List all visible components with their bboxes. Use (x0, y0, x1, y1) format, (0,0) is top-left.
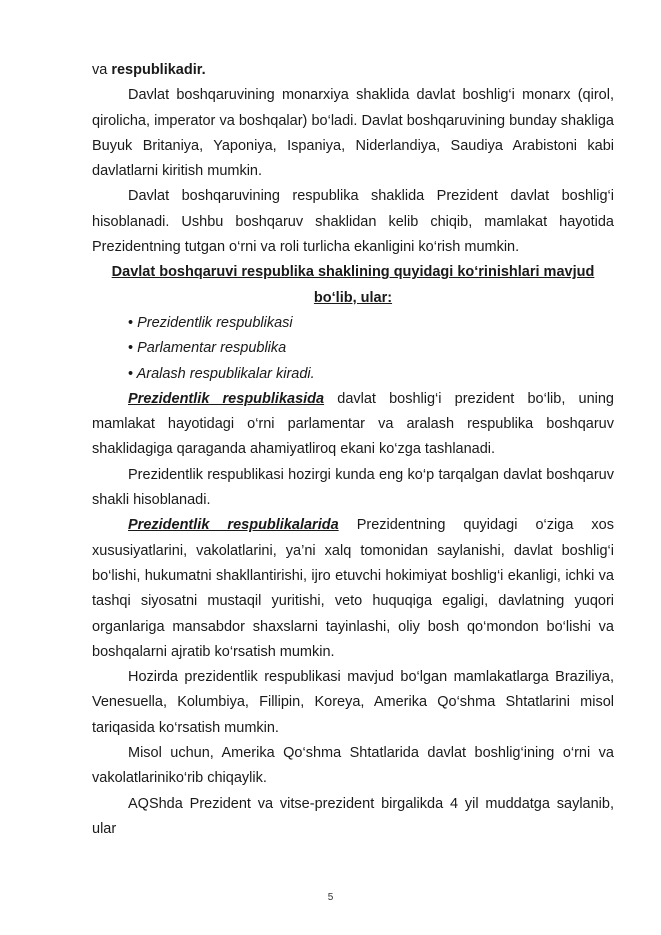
bullet-text: Prezidentlik respublikasi (137, 314, 293, 331)
section-heading: Davlat boshqaruvi respublika shaklining quyidagi ko‘rinishlari mavjud bo‘lib, ular: (111, 264, 595, 306)
paragraph-features (92, 513, 614, 665)
paragraph-monarchy: Davlat boshqaruvining monarxiya shaklida davlat boshlig‘i monarx (qirol, qirolicha, imperator va boshqalar) bo‘ladi. Davlat boshqaruvining bunday shakliga Buyuk Britaniya, Yaponiya, Ispaniya, Niderlandiya, Saudiya Arabistoni kabi davlatlarni kiritish mumkin. (92, 87, 614, 180)
paragraph-usa-example: Misol uchun, Amerika Qo‘shma Shtatlarida davlat boshlig‘ining o‘rni va vakolatlariniko‘rib chiqaylik. (92, 745, 614, 787)
paragraph-prevalence: Prezidentlik respublikasi hozirgi kunda eng ko‘p tarqalgan davlat boshqaruv shakli hisoblanadi. (92, 466, 614, 509)
paragraph-republic: Davlat boshqaruvining respublika shaklida Prezident davlat boshlig‘i hisoblanadi. Ushbu boshqaruv shaklidan kelib chiqib, mamlakat hayotida Prezidentning tutgan o‘rni va roli turlicha ekanligini ko‘rish mumkin. (92, 188, 614, 256)
paragraph-intro-tail (92, 58, 614, 83)
bullet-item-parliamentary (92, 336, 614, 361)
bullet-item-mixed (92, 362, 614, 387)
bullet-dot: • (128, 340, 134, 357)
bullet-item-presidential (92, 311, 614, 336)
bullet-dot: • (128, 365, 134, 382)
paragraph-presidential-role (92, 387, 614, 463)
bullet-dot: • (128, 314, 134, 331)
paragraph-countries: Hozirda prezidentlik respublikasi mavjud bo‘lgan mamlakatlarga Braziliya, Venesuella, Kolumbiya, Fillipin, Koreya, Amerika Qo‘shma Shtatlarini misol tariqasida ko‘rsatish mumkin. (92, 669, 614, 736)
intro-bold-word: respublikadir. (111, 62, 206, 78)
term-presidential-republics: Prezidentlik respublikalarida (128, 517, 339, 534)
page-body (92, 58, 614, 842)
page-number: 5 (327, 892, 334, 903)
paragraph-text: davlat boshlig‘i prezident bo‘lib, uning mamlakat hayotidagi o‘rni parlamentar va aralash respublika boshqaruv shaklidagiga qaraganda ahamiyatliroq ekani ko‘zga tashlanadi. (92, 390, 614, 458)
term-presidential-republic: Prezidentlik respublikasida (128, 390, 325, 407)
paragraph-usa-election: AQShda Prezident va vitse-prezident birgalikda 4 yil muddatga saylanib, ular (92, 795, 614, 837)
paragraph-text: Prezidentning quyidagi o‘ziga xos xususiyatlarini, vakolatlarini, ya’ni xalq tomonidan saylanishi, davlat boshlig‘i bo‘lishi, hukumatni shakllantirishi, ijro etuvchi hokimiyat boshlig‘i ekanligi, ichki va tashqi siyosatni mustaqil yuritishi, veto huquqiga egaligi, davlatning yuqori organlariga mansabdor shaxslarni tayinlashi, oliy bosh qo‘mondon bo‘lishi va boshqalarni ajratib ko‘rsatish mumkin. (92, 517, 614, 660)
bullet-text: Aralash respublikalar kiradi. (136, 365, 315, 382)
intro-prefix: va (92, 62, 112, 78)
bullet-text: Parlamentar respublika (137, 340, 287, 357)
